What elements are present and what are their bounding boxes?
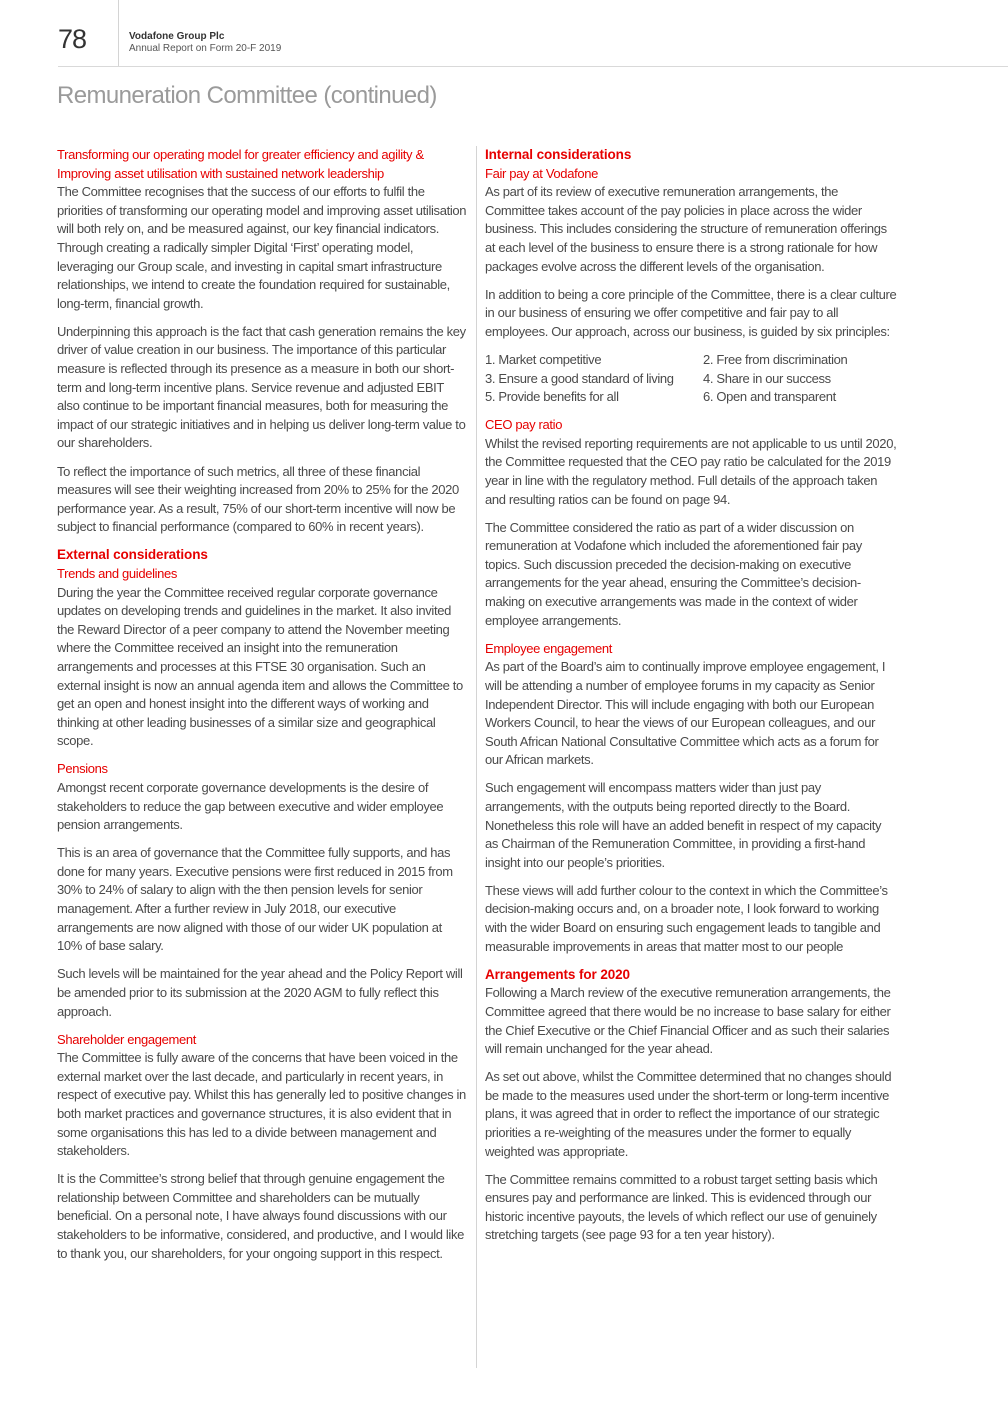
principle-item: 1. Market competitive: [485, 351, 602, 367]
page-title: Remuneration Committee (continued): [57, 82, 437, 109]
paragraph: Such engagement will encompass matters wider than just pay arrangements, with the outputs being reported directly to the Board. Nonetheless this role will have an added benefit in respect of my capacity as Chairman of the Remuneration Committee, in providing a first-hand insight into our people’s priorities.: [485, 780, 882, 870]
paragraph: The Committee considered the ratio as part of a wider discussion on remuneration at Vodafone which included the aforementioned fair pay topics. Such discussion preceded the decision-making on executive arrangements for the year ahead, ensuring the Committee’s decision-making on executive arrangements was made in the context of wider employee arrangements.: [485, 519, 862, 628]
subheading-trends: Trends and guidelines: [57, 565, 178, 581]
subheading-fair-pay: Fair pay at Vodafone: [485, 165, 598, 181]
paragraph: The Committee recognises that the success of our efforts to fulfil the priorities of transforming our operating model and improving asset utilisation will both rely on, and be measured against, our key financial indicators. Through creating a radically simpler Digital ‘First’ operating model, leveraging our Group scale, and investing in capital smart infrastructure relationships, we intend to create the foundation required for sustainable, long-term, financial growth.: [57, 184, 467, 311]
paragraph: It is the Committee’s strong belief that through genuine engagement the relationship between Committee and shareholders can be mutually beneficial. On a personal note, I have always found discussions with our stakeholders to be informative, considered, and productive, and I would like to thank you, our shareholders, for your ongoing support in this respect.: [57, 1171, 464, 1261]
principle-item: 6. Open and transparent: [703, 389, 836, 405]
right-column: [485, 146, 897, 1255]
paragraph: Whilst the revised reporting requirements are not applicable to us until 2020, the Committee requested that the CEO pay ratio be calculated for the 2019 year in line with the regulatory method. Full details of the approach taken and resulting ratios can be found on page 94.: [485, 435, 897, 507]
paragraph: As part of its review of executive remuneration arrangements, the Committee takes account of the pay policies in place across the wider business. This includes considering the structure of remuneration offerings at each level of the business to ensure there is a strong rationale for how packages evolve across the different levels of the organisation.: [485, 184, 887, 274]
section-transforming: [57, 146, 469, 537]
paragraph: Such levels will be maintained for the year ahead and the Policy Report will be amended prior to its submission at the 2020 AGM to fully reflect this approach.: [57, 966, 463, 1019]
subheading-transforming: Transforming our operating model for greater efficiency and agility & Improving asset utilisation with sustained network leadership: [57, 147, 424, 181]
paragraph: These views will add further colour to the context in which the Committee’s decision-making occurs and, on a broader note, I look forward to working with the wider Board on ensuring such engagement leads to tangible and measurable improvements in areas that matter most to our people: [485, 882, 888, 954]
paragraph: To reflect the importance of such metrics, all three of these financial measures will see their weighting increased from 20% to 25% for the 2020 performance year. As a result, 75% of our short-term incentive will now be subject to financial performance (compared to 60% in recent years).: [57, 463, 459, 535]
section-external-considerations: [57, 546, 469, 1263]
left-column: [57, 146, 469, 1273]
paragraph: In addition to being a core principle of the Committee, there is a clear culture in our business of ensuring we offer competitive and fair pay to all employees. Our approach, across our business, is guided by six principles:: [485, 286, 897, 339]
principle-item: 5. Provide benefits for all: [485, 389, 619, 405]
paragraph: The Committee remains committed to a robust target setting basis which ensures pay and performance are linked. This is evidenced through our historic incentive payouts, the levels of which reflect our use of genuinely stretching targets (see page 93 for a ten year history).: [485, 1171, 878, 1243]
subheading-shareholder-engagement: Shareholder engagement: [57, 1031, 197, 1047]
header-rule: [58, 66, 1008, 67]
heading-internal-considerations: Internal considerations: [485, 147, 632, 162]
paragraph: Following a March review of the executive remuneration arrangements, the Committee agreed that there would be no increase to base salary for either the Chief Executive or the Chief Financial Officer and as such their salaries will remain unchanged for the year ahead.: [485, 985, 891, 1057]
paragraph: This is an area of governance that the Committee fully supports, and has done for many years. Executive pensions were first reduced in 2015 from 30% to 24% of salary to align with the then pension levels for senior management. After a further review in July 2018, our executive arrangements are now aligned with those of our wider UK population at 10% of base salary.: [57, 845, 453, 954]
heading-external-considerations: External considerations: [57, 547, 208, 563]
principle-item: 4. Share in our success: [703, 370, 831, 386]
principle-item: 3. Ensure a good standard of living: [485, 370, 674, 386]
subheading-employee-engagement: Employee engagement: [485, 640, 613, 656]
principles-list: [485, 351, 897, 407]
paragraph: As part of the Board’s aim to continually improve employee engagement, I will be attending a number of employee forums in my capacity as Senior Independent Director. This will include engaging with both our European Workers Council, to hear the views of our European colleagues, and our South African National Consultative Committee which acts as a forum for our African markets.: [485, 659, 886, 768]
section-internal-considerations: [485, 146, 897, 956]
section-arrangements-2020: [485, 966, 897, 1245]
column-divider: [476, 146, 477, 1368]
subheading-ceo-pay-ratio: CEO pay ratio: [485, 417, 563, 433]
header-report-title: Annual Report on Form 20-F 2019: [129, 43, 282, 54]
paragraph: Amongst recent corporate governance developments is the desire of stakeholders to reduce the gap between executive and wider employee pension arrangements.: [57, 780, 444, 833]
paragraph: Underpinning this approach is the fact that cash generation remains the key driver of value creation in our business. The importance of this particular measure is reflected through its presence as a measure in both our short-term and long-term incentive plans. Service revenue and adjusted EBIT also continue to be important financial measures, both for measuring the impact of our strategic initiatives and in helping us deliver long-term value to our shareholders.: [57, 323, 466, 451]
paragraph: As set out above, whilst the Committee determined that no changes should be made to the measures used under the short-term or long-term incentive plans, it was agreed that in order to reflect the importance of our strategic priorities a re-weighting of the measures under the former to equally weighted was appropriate.: [485, 1069, 892, 1159]
principle-item: 2. Free from discrimination: [703, 351, 848, 367]
heading-arrangements-2020: Arrangements for 2020: [485, 966, 630, 982]
subheading-pensions: Pensions: [57, 761, 108, 777]
header-company: Vodafone Group Plc: [129, 31, 225, 42]
page-number: 78: [58, 24, 87, 54]
paragraph: During the year the Committee received regular corporate governance updates on developing trends and guidelines in the market. It also invited the Reward Director of a peer company to attend the November meeting where the Committee received an insight into the remuneration arrangements and processes at this FTSE 30 organisation. Such an external insight is now an annual agenda item and allows the Committee to get an open and honest insight into the different ways of working and thinking at other leading businesses of a similar size and geographical scope.: [57, 584, 463, 749]
paragraph: The Committee is fully aware of the concerns that have been voiced in the external market over the last decade, and particularly in recent years, in respect of executive pay. Whilst this has generally led to positive changes in both market practices and governance structures, it is also evident that in some organisations this has led to a divide between management and stakeholders.: [57, 1050, 466, 1159]
header-divider: [118, 0, 119, 66]
